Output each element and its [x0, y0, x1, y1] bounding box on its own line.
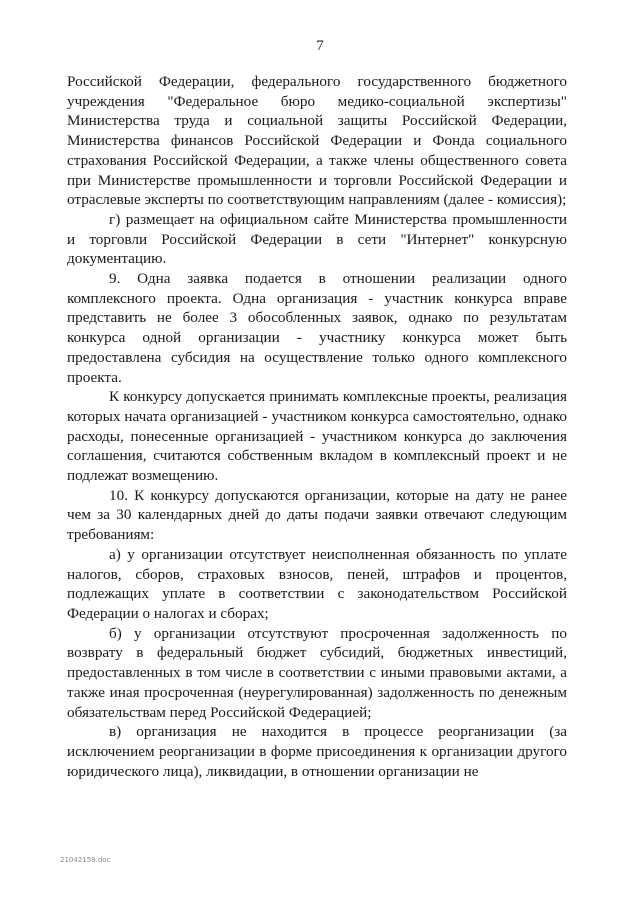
page-number: 7	[316, 38, 324, 54]
paragraph-clause-10: 10. К конкурсу допускаются организации, которые на дату не ранее чем за 30 календарных дней до даты подачи заявки отвечают следующим требованиям:	[67, 486, 567, 544]
paragraph-admission-projects: К конкурсу допускается принимать комплексные проекты, реализация которых начата организацией - участником конкурса самостоятельно, однако расходы, понесенные организацией - участником конкурса до заключения соглашения, считаются собственным вкладом в комплексный проект и не подлежат возмещению.	[67, 388, 567, 485]
paragraph-item-a: а) у организации отсутствует неисполненная обязанность по уплате налогов, сборов, страховых взносов, пеней, штрафов и процентов, подлежащих уплате в соответствии с законодательством Российской Федерации о налогах и сборах;	[67, 545, 567, 622]
paragraph-clause-9: 9. Одна заявка подается в отношении реализации одного комплексного проекта. Одна организация - участник конкурса вправе представить не более 3 обособленных заявок, однако по результатам конкурса одной организации - участнику конкурса может быть предоставлена субсидия на осуществление только одного комплексного проекта.	[67, 270, 567, 386]
paragraph-item-v: в) организация не находится в процессе реорганизации (за исключением реорганизации в форме присоединения к организации другого юридического лица), ликвидации, в отношении организации не	[67, 723, 567, 780]
footer-filename: 21042159.doc	[60, 856, 111, 864]
document-body	[67, 72, 567, 781]
paragraph-commission-composition: Российской Федерации, федерального государственного бюджетного учреждения "Федеральное бюро медико-социальной экспертизы" Министерства труда и социальной защиты Российской Федерации, Министерства финансов Российской Федерации и Фонда социального страхования Российской Федерации, а также члены общественного совета при Министерстве промышленности и торговли Российской Федерации и отраслевые эксперты по соответствующим направлениям (далее - комиссия);	[67, 73, 567, 209]
paragraph-item-g: г) размещает на официальном сайте Министерства промышленности и торговли Российской Федерации в сети "Интернет" конкурсную документацию.	[67, 210, 567, 268]
paragraph-item-b: б) у организации отсутствуют просроченная задолженность по возврату в федеральный бюджет субсидий, бюджетных инвестиций, предоставленных в том числе в соответствии с иными правовыми актами, а также иная просроченная (неурегулированная) задолженность по денежным обязательствам перед Российской Федерацией;	[67, 624, 567, 721]
